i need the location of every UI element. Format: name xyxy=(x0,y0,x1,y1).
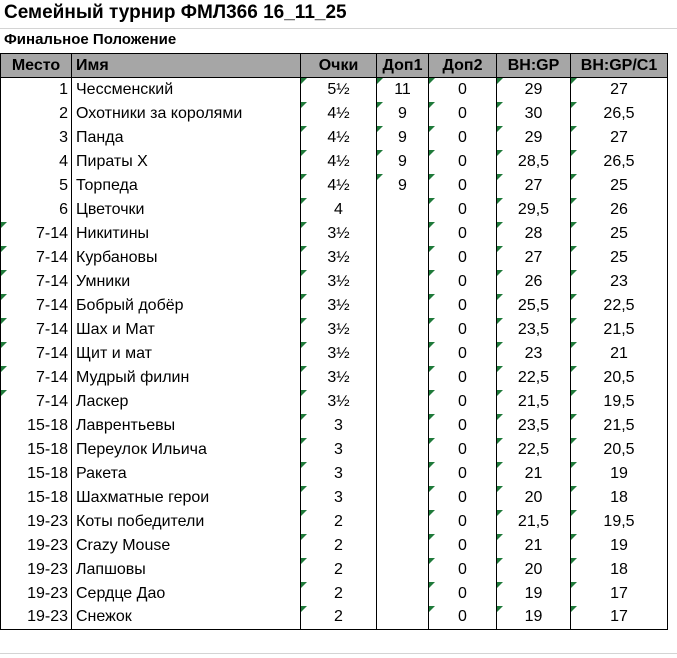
cell-place[interactable]: 2 xyxy=(1,102,72,126)
cell-bhc1[interactable]: 19,5 xyxy=(571,510,668,534)
table-row xyxy=(1,438,668,462)
cell-tb1[interactable]: 9 xyxy=(377,174,429,198)
cell-bhc1[interactable]: 25 xyxy=(571,222,668,246)
cell-bhc1[interactable]: 26 xyxy=(571,198,668,222)
table-row xyxy=(1,342,668,366)
cell-place[interactable]: 19-23 xyxy=(1,606,72,630)
cell-tb2[interactable]: 0 xyxy=(429,78,497,102)
header-tb2[interactable]: Доп2 xyxy=(429,54,497,78)
cell-place[interactable]: 19-23 xyxy=(1,582,72,606)
header-bh[interactable]: BH:GP xyxy=(497,54,571,78)
cell-tb1[interactable] xyxy=(377,486,429,510)
cell-points[interactable]: 3 xyxy=(301,486,377,510)
cell-place[interactable]: 7-14 xyxy=(1,342,72,366)
cell-bh[interactable]: 21 xyxy=(497,462,571,486)
cell-bh[interactable]: 29,5 xyxy=(497,198,571,222)
table-row xyxy=(1,390,668,414)
cell-bhc1[interactable]: 20,5 xyxy=(571,438,668,462)
table-row xyxy=(1,198,668,222)
cell-tb1[interactable] xyxy=(377,606,429,630)
cell-points[interactable]: 3½ xyxy=(301,222,377,246)
cell-place[interactable]: 15-18 xyxy=(1,414,72,438)
cell-bh[interactable]: 22,5 xyxy=(497,366,571,390)
cell-place[interactable]: 7-14 xyxy=(1,294,72,318)
cell-place[interactable]: 19-23 xyxy=(1,534,72,558)
cell-tb2[interactable]: 0 xyxy=(429,102,497,126)
header-row xyxy=(1,54,668,78)
table-row xyxy=(1,462,668,486)
cell-name[interactable]: Сердце Дао xyxy=(72,582,301,606)
cell-place[interactable]: 4 xyxy=(1,150,72,174)
cell-points[interactable]: 3½ xyxy=(301,294,377,318)
cell-bh[interactable]: 29 xyxy=(497,126,571,150)
cell-tb1[interactable]: 9 xyxy=(377,126,429,150)
table-row xyxy=(1,414,668,438)
cell-bhc1[interactable]: 18 xyxy=(571,558,668,582)
cell-points[interactable]: 4½ xyxy=(301,174,377,198)
cell-place[interactable]: 3 xyxy=(1,126,72,150)
cell-name[interactable]: Мудрый филин xyxy=(72,366,301,390)
cell-name[interactable]: Коты победители xyxy=(72,510,301,534)
cell-place[interactable]: 7-14 xyxy=(1,222,72,246)
header-place[interactable]: Место xyxy=(1,54,72,78)
cell-place[interactable]: 19-23 xyxy=(1,510,72,534)
standings-table xyxy=(0,53,668,630)
cell-tb2[interactable]: 0 xyxy=(429,558,497,582)
cell-tb1[interactable] xyxy=(377,414,429,438)
cell-points[interactable]: 4 xyxy=(301,198,377,222)
cell-name[interactable]: Переулок Ильича xyxy=(72,438,301,462)
cell-name[interactable]: Цветочки xyxy=(72,198,301,222)
cell-tb2[interactable]: 0 xyxy=(429,246,497,270)
cell-bh[interactable]: 20 xyxy=(497,558,571,582)
cell-tb2[interactable]: 0 xyxy=(429,150,497,174)
cell-bh[interactable]: 30 xyxy=(497,102,571,126)
cell-tb2[interactable]: 0 xyxy=(429,174,497,198)
cell-bhc1[interactable]: 18 xyxy=(571,486,668,510)
cell-points[interactable]: 3½ xyxy=(301,318,377,342)
cell-bhc1[interactable]: 19,5 xyxy=(571,390,668,414)
cell-place[interactable]: 19-23 xyxy=(1,558,72,582)
cell-bh[interactable]: 27 xyxy=(497,246,571,270)
cell-tb2[interactable]: 0 xyxy=(429,486,497,510)
cell-name[interactable]: Ласкер xyxy=(72,390,301,414)
table-row xyxy=(1,270,668,294)
cell-place[interactable]: 5 xyxy=(1,174,72,198)
cell-points[interactable]: 3½ xyxy=(301,342,377,366)
cell-tb1[interactable] xyxy=(377,270,429,294)
cell-bh[interactable]: 23,5 xyxy=(497,318,571,342)
cell-tb2[interactable]: 0 xyxy=(429,366,497,390)
table-row xyxy=(1,102,668,126)
cell-name[interactable]: Шах и Мат xyxy=(72,318,301,342)
cell-name[interactable]: Шахматные герои xyxy=(72,486,301,510)
cell-place[interactable]: 7-14 xyxy=(1,366,72,390)
table-row xyxy=(1,318,668,342)
cell-bh[interactable]: 19 xyxy=(497,606,571,630)
cell-points[interactable]: 5½ xyxy=(301,78,377,102)
cell-tb1[interactable] xyxy=(377,318,429,342)
header-points[interactable]: Очки xyxy=(301,54,377,78)
cell-tb1[interactable] xyxy=(377,582,429,606)
grid-line xyxy=(0,653,677,654)
cell-tb2[interactable]: 0 xyxy=(429,270,497,294)
cell-points[interactable]: 2 xyxy=(301,510,377,534)
cell-tb2[interactable]: 0 xyxy=(429,414,497,438)
cell-points[interactable]: 3½ xyxy=(301,390,377,414)
sheet-title[interactable]: Семейный турнир ФМЛ366 16_11_25 xyxy=(4,2,347,23)
cell-tb1[interactable]: 11 xyxy=(377,78,429,102)
cell-bhc1[interactable]: 21 xyxy=(571,342,668,366)
cell-place[interactable]: 7-14 xyxy=(1,270,72,294)
cell-points[interactable]: 3 xyxy=(301,414,377,438)
cell-name[interactable]: Чессменский xyxy=(72,78,301,102)
cell-bh[interactable]: 25,5 xyxy=(497,294,571,318)
cell-bhc1[interactable]: 25 xyxy=(571,246,668,270)
table-row xyxy=(1,534,668,558)
cell-tb2[interactable]: 0 xyxy=(429,462,497,486)
cell-bhc1[interactable]: 22,5 xyxy=(571,294,668,318)
cell-bh[interactable]: 27 xyxy=(497,174,571,198)
cell-bh[interactable]: 28,5 xyxy=(497,150,571,174)
cell-place[interactable]: 7-14 xyxy=(1,246,72,270)
cell-points[interactable]: 2 xyxy=(301,582,377,606)
cell-tb2[interactable]: 0 xyxy=(429,318,497,342)
cell-place[interactable]: 15-18 xyxy=(1,462,72,486)
cell-bhc1[interactable]: 21,5 xyxy=(571,414,668,438)
cell-tb1[interactable] xyxy=(377,462,429,486)
sheet-subtitle[interactable]: Финальное Положение xyxy=(4,31,177,48)
cell-points[interactable]: 3½ xyxy=(301,246,377,270)
cell-place[interactable]: 1 xyxy=(1,78,72,102)
cell-tb1[interactable] xyxy=(377,222,429,246)
cell-name[interactable]: Ракета xyxy=(72,462,301,486)
cell-tb2[interactable]: 0 xyxy=(429,198,497,222)
cell-tb1[interactable]: 9 xyxy=(377,150,429,174)
cell-points[interactable]: 4½ xyxy=(301,150,377,174)
cell-bhc1[interactable]: 26,5 xyxy=(571,150,668,174)
cell-name[interactable]: Лаврентьевы xyxy=(72,414,301,438)
cell-tb1[interactable] xyxy=(377,558,429,582)
cell-name[interactable]: Лапшовы xyxy=(72,558,301,582)
cell-name[interactable]: Снежок xyxy=(72,606,301,630)
cell-points[interactable]: 3½ xyxy=(301,366,377,390)
table-row xyxy=(1,150,668,174)
cell-bh[interactable]: 22,5 xyxy=(497,438,571,462)
cell-tb1[interactable] xyxy=(377,510,429,534)
cell-name[interactable]: Умники xyxy=(72,270,301,294)
cell-points[interactable]: 3 xyxy=(301,438,377,462)
cell-tb2[interactable]: 0 xyxy=(429,534,497,558)
cell-bhc1[interactable]: 19 xyxy=(571,462,668,486)
cell-points[interactable]: 2 xyxy=(301,558,377,582)
cell-bh[interactable]: 21 xyxy=(497,534,571,558)
cell-tb2[interactable]: 0 xyxy=(429,126,497,150)
cell-bhc1[interactable]: 25 xyxy=(571,174,668,198)
cell-tb1[interactable] xyxy=(377,198,429,222)
table-row xyxy=(1,582,668,606)
cell-points[interactable]: 2 xyxy=(301,606,377,630)
cell-tb2[interactable]: 0 xyxy=(429,222,497,246)
cell-tb2[interactable]: 0 xyxy=(429,342,497,366)
cell-bh[interactable]: 23,5 xyxy=(497,414,571,438)
table-row xyxy=(1,246,668,270)
cell-points[interactable]: 4½ xyxy=(301,126,377,150)
cell-bhc1[interactable]: 20,5 xyxy=(571,366,668,390)
cell-bh[interactable]: 28 xyxy=(497,222,571,246)
cell-points[interactable]: 2 xyxy=(301,534,377,558)
cell-points[interactable]: 4½ xyxy=(301,102,377,126)
cell-bhc1[interactable]: 23 xyxy=(571,270,668,294)
table-row xyxy=(1,174,668,198)
cell-tb1[interactable] xyxy=(377,390,429,414)
cell-bh[interactable]: 26 xyxy=(497,270,571,294)
cell-name[interactable]: Курбановы xyxy=(72,246,301,270)
cell-tb2[interactable]: 0 xyxy=(429,606,497,630)
cell-bh[interactable]: 23 xyxy=(497,342,571,366)
cell-name[interactable]: Охотники за королями xyxy=(72,102,301,126)
cell-tb1[interactable]: 9 xyxy=(377,102,429,126)
cell-bh[interactable]: 21,5 xyxy=(497,510,571,534)
table-row xyxy=(1,606,668,630)
cell-place[interactable]: 7-14 xyxy=(1,390,72,414)
cell-tb2[interactable]: 0 xyxy=(429,390,497,414)
table-row xyxy=(1,366,668,390)
cell-tb1[interactable] xyxy=(377,294,429,318)
grid-line xyxy=(0,28,677,29)
cell-name[interactable]: Пираты Х xyxy=(72,150,301,174)
cell-name[interactable]: Crazy Mouse xyxy=(72,534,301,558)
table-row xyxy=(1,510,668,534)
cell-points[interactable]: 3½ xyxy=(301,270,377,294)
cell-bhc1[interactable]: 27 xyxy=(571,78,668,102)
cell-place[interactable]: 7-14 xyxy=(1,318,72,342)
cell-name[interactable]: Щит и мат xyxy=(72,342,301,366)
cell-tb1[interactable] xyxy=(377,438,429,462)
cell-name[interactable]: Торпеда xyxy=(72,174,301,198)
cell-bhc1[interactable]: 19 xyxy=(571,534,668,558)
cell-tb2[interactable]: 0 xyxy=(429,438,497,462)
cell-name[interactable]: Бобрый добёр xyxy=(72,294,301,318)
header-name[interactable]: Имя xyxy=(72,54,301,78)
cell-place[interactable]: 15-18 xyxy=(1,438,72,462)
cell-bhc1[interactable]: 17 xyxy=(571,582,668,606)
cell-bh[interactable]: 20 xyxy=(497,486,571,510)
cell-tb2[interactable]: 0 xyxy=(429,294,497,318)
cell-points[interactable]: 3 xyxy=(301,462,377,486)
cell-bhc1[interactable]: 27 xyxy=(571,126,668,150)
cell-bh[interactable]: 21,5 xyxy=(497,390,571,414)
header-bhc1[interactable]: BH:GP/C1 xyxy=(571,54,668,78)
cell-bh[interactable]: 19 xyxy=(497,582,571,606)
table-row xyxy=(1,78,668,102)
cell-tb1[interactable] xyxy=(377,534,429,558)
cell-bhc1[interactable]: 26,5 xyxy=(571,102,668,126)
cell-bh[interactable]: 29 xyxy=(497,78,571,102)
table-row xyxy=(1,558,668,582)
table-row xyxy=(1,126,668,150)
cell-place[interactable]: 15-18 xyxy=(1,486,72,510)
cell-bhc1[interactable]: 17 xyxy=(571,606,668,630)
cell-name[interactable]: Никитины xyxy=(72,222,301,246)
cell-tb1[interactable] xyxy=(377,366,429,390)
cell-tb1[interactable] xyxy=(377,342,429,366)
table-row xyxy=(1,222,668,246)
cell-tb2[interactable]: 0 xyxy=(429,582,497,606)
cell-tb2[interactable]: 0 xyxy=(429,510,497,534)
table-row xyxy=(1,486,668,510)
table-row xyxy=(1,294,668,318)
cell-bhc1[interactable]: 21,5 xyxy=(571,318,668,342)
cell-name[interactable]: Панда xyxy=(72,126,301,150)
header-tb1[interactable]: Доп1 xyxy=(377,54,429,78)
cell-tb1[interactable] xyxy=(377,246,429,270)
cell-place[interactable]: 6 xyxy=(1,198,72,222)
